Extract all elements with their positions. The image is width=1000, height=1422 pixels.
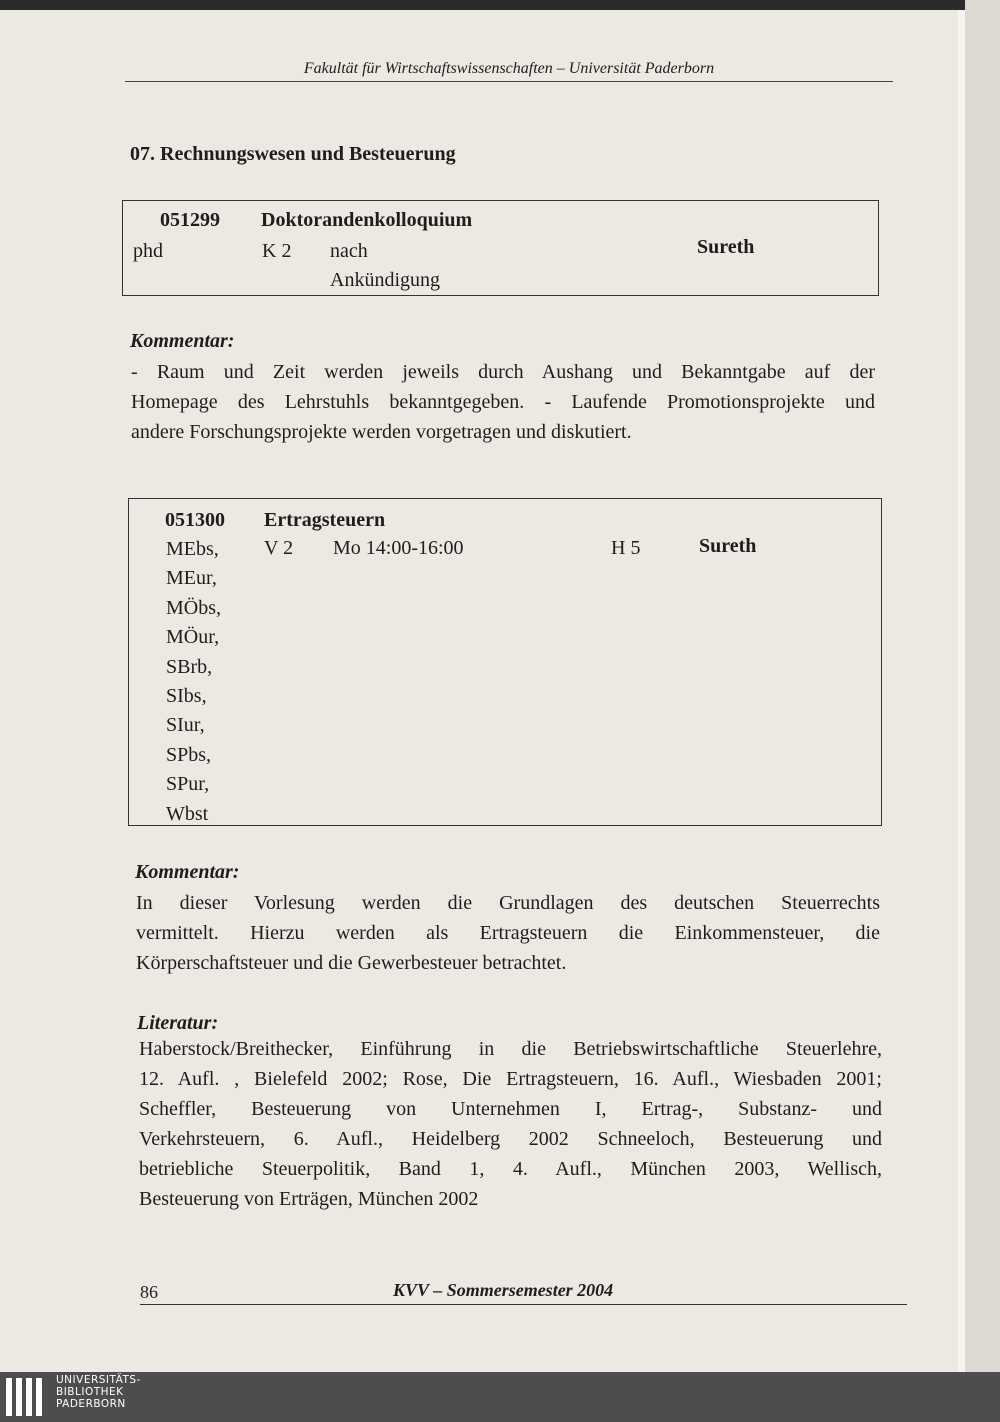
course-number: 051299	[160, 209, 220, 231]
page-edge-highlight	[958, 0, 965, 1372]
logo-line: UNIVERSITÄTS-	[56, 1374, 141, 1386]
comment-heading: Kommentar:	[135, 861, 240, 883]
literature-line: Verkehrsteuern, 6. Aufl., Heidelberg 2002 Schneeloch, Besteuerung und	[139, 1128, 882, 1150]
page-edge	[965, 0, 1000, 1372]
course-audience: phd	[133, 240, 163, 262]
footer-title: KVV – Sommersemester 2004	[393, 1280, 614, 1300]
literature-line: betriebliche Steuerpolitik, Band 1, 4. Aufl., München 2003, Wellisch,	[139, 1158, 882, 1180]
logo-line: BIBLIOTHEK	[56, 1386, 124, 1398]
comment-line: vermittelt. Hierzu werden als Ertragsteuern die Einkommensteuer, die	[136, 922, 880, 944]
course-title: Ertragsteuern	[264, 509, 386, 531]
audience-item: SPbs,	[166, 743, 212, 766]
course-box-051299	[122, 200, 879, 296]
course-number: 051300	[165, 509, 225, 531]
audience-item: Wbst	[166, 802, 209, 825]
comment-line: - Raum und Zeit werden jeweils durch Aushang und Bekanntgabe auf der	[131, 361, 875, 383]
course-lecturer: Sureth	[697, 236, 755, 258]
course-type: V 2	[264, 537, 294, 559]
course-type: K 2	[262, 240, 292, 262]
logo-line: PADERBORN	[56, 1398, 126, 1410]
page-header: Fakultät für Wirtschaftswissenschaften – Universität Paderborn	[125, 58, 893, 82]
comment-line: Körperschaftsteuer und die Gewerbesteuer betrachtet.	[136, 952, 567, 974]
course-box-051300	[128, 498, 882, 826]
course-lecturer: Sureth	[699, 535, 757, 557]
course-time-line2: Ankündigung	[330, 269, 440, 291]
scan-top-band	[0, 0, 965, 10]
course-time: Mo 14:00-16:00	[333, 537, 464, 559]
library-footer-bar	[0, 1372, 1000, 1422]
audience-item: SBrb,	[166, 655, 213, 678]
comment-line: andere Forschungsprojekte werden vorgetragen und diskutiert.	[131, 421, 632, 443]
section-title: 07. Rechnungswesen und Besteuerung	[130, 143, 456, 165]
comment-heading: Kommentar:	[130, 330, 235, 352]
audience-item: SIbs,	[166, 685, 207, 708]
literature-heading: Literatur:	[137, 1012, 219, 1034]
literature-line: Scheffler, Besteuerung von Unternehmen I, Ertrag-, Substanz- und	[139, 1098, 882, 1120]
comment-line: In dieser Vorlesung werden die Grundlagen des deutschen Steuerrechts	[136, 892, 880, 914]
page-number: 86	[140, 1282, 158, 1302]
literature-text	[139, 1034, 882, 1214]
literature-line: Besteuerung von Erträgen, München 2002	[139, 1188, 479, 1210]
comment-text	[131, 357, 875, 447]
literature-line: Haberstock/Breithecker, Einführung in die Betriebswirtschaftliche Steuerlehre,	[139, 1038, 882, 1060]
library-logo-icon	[6, 1378, 46, 1421]
comment-text	[136, 888, 880, 978]
audience-item: SIur,	[166, 714, 205, 737]
audience-item: MÖur,	[166, 626, 220, 649]
comment-line: Homepage des Lehrstuhls bekanntgegeben. - Laufende Promotionsprojekte und	[131, 391, 875, 413]
course-title: Doktorandenkolloquium	[261, 209, 473, 231]
course-audience-list	[166, 535, 221, 829]
audience-item: MÖbs,	[166, 596, 222, 619]
audience-item: SPur,	[166, 773, 210, 796]
course-time-line1: nach	[330, 240, 368, 262]
course-room: H 5	[611, 537, 641, 559]
audience-item: MEbs,	[166, 538, 219, 560]
library-logo-text	[56, 1374, 141, 1410]
literature-line: 12. Aufl. , Bielefeld 2002; Rose, Die Ertragsteuern, 16. Aufl., Wiesbaden 2001;	[139, 1068, 882, 1090]
audience-item: MEur,	[166, 567, 217, 590]
